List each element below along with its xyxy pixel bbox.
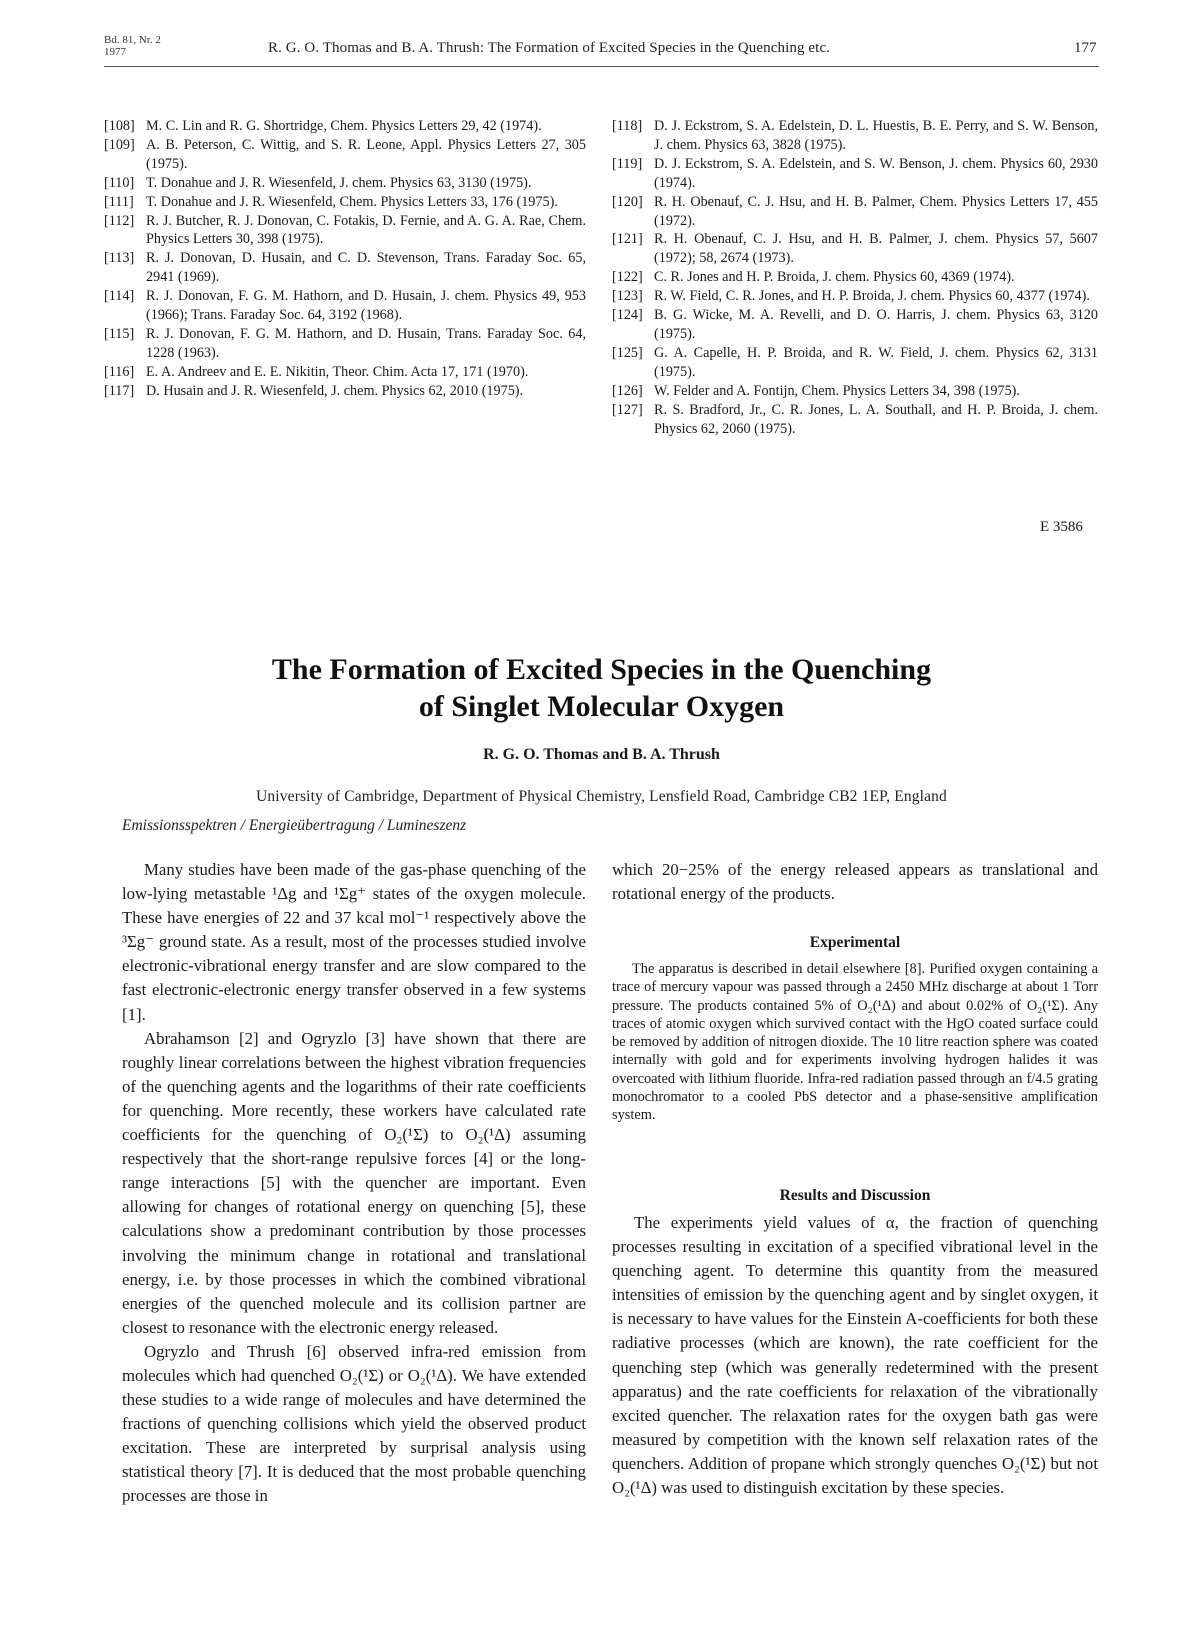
- title-line-1: The Formation of Excited Species in the Quenching: [271, 653, 932, 686]
- volume-label: Bd. 81, Nr. 2: [104, 34, 161, 46]
- reference-item: [104, 249, 586, 287]
- reference-item: [612, 401, 1098, 439]
- reference-text: R. J. Donovan, F. G. M. Hathorn, and D. Husain, Trans. Faraday Soc. 64, 1228 (1963).: [146, 325, 586, 361]
- reference-item: [104, 325, 586, 363]
- references-right-column: [612, 117, 1098, 438]
- page-number: 177: [1074, 40, 1097, 56]
- reference-number: [120]: [612, 193, 643, 210]
- reference-item: [612, 230, 1098, 268]
- experimental-paragraph: The apparatus is described in detail elsewhere [8]. Purified oxygen containing a trace of mercury vapour was passed through a 2450 MHz discharge at about 1 Torr pressure. The products contained 5% of O₂(¹Δ) and about 0.02% of O₂(¹Σ). Any traces of atomic oxygen which survived contact with the HgO coated surface could be removed by addition of nitrogen dioxide. The 10 litre reaction sphere was coated internally with gold and for experiments involving hydrogen halides it was overcoated with lithium fluoride. Infra-red radiation passed through an f/4.5 grating monochromator to a cooled PbS detector and a phase-sensitive amplification system.: [612, 961, 1098, 1124]
- reference-number: [125]: [612, 344, 643, 361]
- reference-text: B. G. Wicke, M. A. Revelli, and D. O. Harris, J. chem. Physics 63, 3120 (1975).: [654, 307, 1098, 342]
- reference-item: [104, 136, 586, 174]
- results-paragraph: The experiments yield values of α, the fraction of quenching processes resulting in excitation of a specified vibrational level in the quenching agent. To determine this quantity from the measured intensities of emission by the quenching agent and by singlet oxygen, it is necessary to have values for the Einstein A-coefficients for both these radiative processes (which are known), the rate coefficient for the quenching step (which was generally redetermined with the present apparatus) and the rate coefficients for relaxation of the vibrationally excited quencher. The relaxation rates for the oxygen bath gas were measured by competition with the known self relaxation rates of the quenchers. Addition of propane which strongly quenches O₂(¹Σ) but not O₂(¹Δ) was used to distinguish excitation by these species.: [612, 1213, 1098, 1498]
- reference-text: R. S. Bradford, Jr., C. R. Jones, L. A. Southall, and H. P. Broida, J. chem. Physics 62, 2060 (1975).: [654, 401, 1098, 437]
- reference-number: [116]: [104, 363, 135, 380]
- reference-text: W. Felder and A. Fontijn, Chem. Physics Letters 34, 398 (1975).: [654, 382, 1020, 399]
- results-section: [612, 1211, 1098, 1500]
- reference-item: [612, 193, 1098, 231]
- body-right-continuation: [612, 858, 1098, 906]
- reference-item: [612, 117, 1098, 155]
- reference-number: [114]: [104, 288, 135, 305]
- reference-item: [612, 155, 1098, 193]
- reference-number: [117]: [104, 382, 135, 399]
- reference-text: D. Husain and J. R. Wiesenfeld, J. chem. Physics 62, 2010 (1975).: [146, 382, 524, 399]
- body-paragraph: Many studies have been made of the gas-phase quenching of the low-lying metastable ¹Δg and ¹Σg⁺ states of the oxygen molecule. These have energies of 22 and 37 kcal mol⁻¹ respectively above the ³Σg⁻ ground state. As a result, most of the processes studied involve electronic-vibrational energy transfer and are slow compared to the fast electronic-electronic energy transfer observed in a few systems [1].: [122, 860, 586, 1024]
- reference-number: [118]: [612, 118, 643, 134]
- reference-item: [104, 117, 586, 136]
- reference-item: [104, 174, 586, 193]
- reference-text: D. J. Eckstrom, S. A. Edelstein, and S. W. Benson, J. chem. Physics 60, 2930 (1974).: [654, 155, 1098, 191]
- reference-item: [104, 193, 586, 212]
- title-line-2: of Singlet Molecular Oxygen: [418, 690, 785, 723]
- reference-number: [122]: [612, 269, 643, 286]
- reference-number: [111]: [104, 193, 134, 210]
- reference-number: [123]: [612, 288, 643, 305]
- reference-number: [119]: [612, 155, 643, 172]
- reference-text: G. A. Capelle, H. P. Broida, and R. W. Field, J. chem. Physics 62, 3131 (1975).: [654, 344, 1098, 380]
- reference-text: E. A. Andreev and E. E. Nikitin, Theor. Chim. Acta 17, 171 (1970).: [146, 363, 529, 380]
- reference-text: T. Donahue and J. R. Wiesenfeld, J. chem. Physics 63, 3130 (1975).: [146, 174, 532, 191]
- reference-text: R. J. Donovan, F. G. M. Hathorn, and D. Husain, J. chem. Physics 49, 953 (1966); Trans. Faraday Soc. 64, 3192 (1968).: [146, 288, 586, 324]
- reference-item: [612, 344, 1098, 382]
- header-rule: [104, 66, 1099, 67]
- reference-text: M. C. Lin and R. G. Shortridge, Chem. Physics Letters 29, 42 (1974).: [146, 118, 542, 134]
- reference-item: [612, 287, 1098, 306]
- article-affiliation: University of Cambridge, Department of Physical Chemistry, Lensfield Road, Cambridge CB2 1EP, England: [256, 788, 947, 805]
- body-left-column: [122, 858, 586, 1509]
- reference-number: [112]: [104, 212, 135, 229]
- reference-item: [104, 363, 586, 382]
- running-title: R. G. O. Thomas and B. A. Thrush: The Formation of Excited Species in the Quenching etc.: [268, 40, 831, 56]
- body-paragraph: which 20−25% of the energy released appears as translational and rotational energy of the products.: [612, 860, 1098, 904]
- reference-item: [104, 212, 586, 250]
- reference-text: R. J. Butcher, R. J. Donovan, C. Fotakis, D. Fernie, and A. G. A. Rae, Chem. Physics Letters 30, 398 (1975).: [146, 212, 586, 248]
- reference-text: D. J. Eckstrom, S. A. Edelstein, D. L. Huestis, B. E. Perry, and S. W. Benson, J. chem. Physics 63, 3828 (1975).: [654, 118, 1098, 153]
- reference-number: [110]: [104, 174, 135, 191]
- body-paragraph: Abrahamson [2] and Ogryzlo [3] have shown that there are roughly linear correlations between the highest vibration frequencies of the quenching agents and the logarithms of their rate coefficients for quenching. More recently, these workers have calculated rate coefficients for the quenching of O₂(¹Σ) to O₂(¹Δ) assuming respectively that the short-range repulsive forces [4] or the long-range interactions [5] with the quencher are important. Even allowing for changes of rotational energy on quenching [5], these calculations show a predominant contribution by those processes involving the minimum change in rotational and translational energy, i.e. by those processes in which the combined vibrational energies of the quenched molecule and its collision partner are closest to resonance with the electronic energy released.: [122, 1028, 586, 1337]
- article-authors: R. G. O. Thomas and B. A. Thrush: [483, 746, 720, 763]
- reference-text: A. B. Peterson, C. Wittig, and S. R. Leone, Appl. Physics Letters 27, 305 (1975).: [146, 136, 586, 172]
- reference-text: T. Donahue and J. R. Wiesenfeld, Chem. Physics Letters 33, 176 (1975).: [146, 193, 558, 210]
- body-paragraph: Ogryzlo and Thrush [6] observed infra-red emission from molecules which had quenched O₂(¹Σ) or O₂(¹Δ). We have extended these studies to a wide range of molecules and have determined the fractions of quenching collisions which yield the observed product excitation. These are interpreted by surprisal analysis using statistical theory [7]. It is deduced that the most probable quenching processes are those in: [122, 1341, 586, 1506]
- reference-text: R. H. Obenauf, C. J. Hsu, and H. B. Palmer, Chem. Physics Letters 17, 455 (1972).: [654, 193, 1098, 229]
- editor-number: E 3586: [1040, 519, 1083, 535]
- volume-issue: [104, 34, 161, 58]
- reference-number: [108]: [104, 118, 135, 134]
- reference-item: [104, 287, 586, 325]
- reference-text: R. W. Field, C. R. Jones, and H. P. Broida, J. chem. Physics 60, 4377 (1974).: [654, 288, 1090, 305]
- year-label: 1977: [104, 46, 126, 58]
- reference-number: [126]: [612, 382, 643, 399]
- reference-item: [612, 306, 1098, 344]
- reference-text: R. H. Obenauf, C. J. Hsu, and H. B. Palmer, J. chem. Physics 57, 5607 (1972); 58, 2674 (1973).: [654, 231, 1098, 267]
- reference-item: [612, 382, 1098, 401]
- section-heading-results: Results and Discussion: [779, 1187, 931, 1204]
- reference-number: [109]: [104, 136, 135, 153]
- reference-item: [612, 268, 1098, 287]
- reference-number: [115]: [104, 325, 135, 342]
- reference-number: [124]: [612, 307, 643, 324]
- reference-text: R. J. Donovan, D. Husain, and C. D. Stevenson, Trans. Faraday Soc. 65, 2941 (1969).: [146, 250, 586, 286]
- experimental-section: [612, 960, 1098, 1125]
- reference-item: [104, 382, 586, 401]
- article-title: [104, 651, 1099, 725]
- reference-number: [127]: [612, 401, 643, 418]
- section-heading-experimental: Experimental: [809, 934, 901, 951]
- article-keywords: Emissionsspektren / Energieübertragung / Lumineszenz: [122, 817, 467, 834]
- reference-number: [121]: [612, 231, 643, 248]
- references-left-column: [104, 117, 586, 401]
- reference-number: [113]: [104, 250, 135, 267]
- reference-text: C. R. Jones and H. P. Broida, J. chem. Physics 60, 4369 (1974).: [654, 269, 1015, 286]
